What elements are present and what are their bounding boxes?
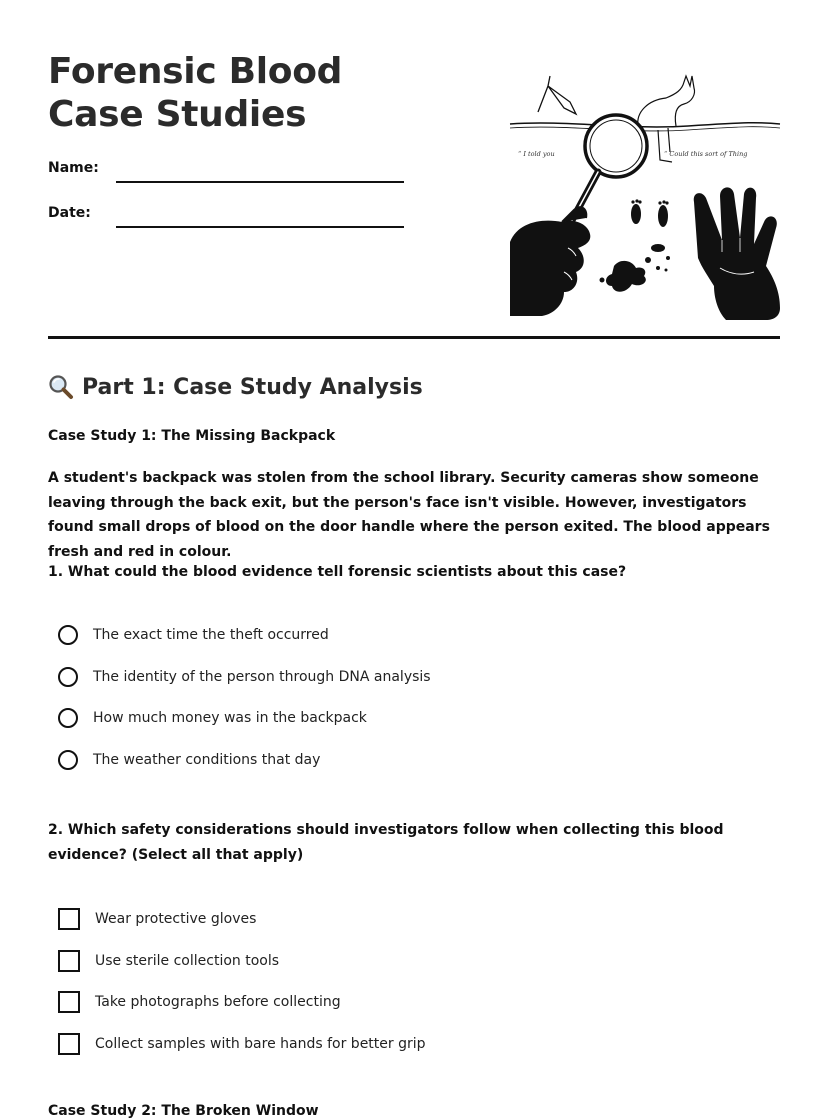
checkbox[interactable] bbox=[58, 950, 80, 972]
magnifying-glass-icon bbox=[48, 374, 74, 400]
q1-option-4[interactable] bbox=[58, 748, 320, 772]
name-field[interactable] bbox=[48, 160, 408, 184]
worksheet-title: Forensic Blood Case Studies bbox=[48, 51, 343, 135]
case1-title: Case Study 1: The Missing Backpack bbox=[48, 428, 336, 444]
handwriting-left: “ I told you bbox=[518, 150, 555, 158]
part1-heading-text: Part 1: Case Study Analysis bbox=[82, 374, 423, 400]
q2-option-4[interactable] bbox=[58, 1032, 426, 1056]
q2-option-3[interactable] bbox=[58, 990, 341, 1014]
handwriting-right: “ Could this sort of Thing bbox=[664, 150, 748, 158]
q1-option-1[interactable] bbox=[58, 623, 329, 647]
checkbox[interactable] bbox=[58, 1033, 80, 1055]
name-label: Name: bbox=[48, 160, 99, 176]
q2-option-1-label: Wear protective gloves bbox=[95, 911, 257, 927]
q2-option-2-label: Use sterile collection tools bbox=[95, 953, 280, 969]
header-divider bbox=[48, 336, 780, 339]
q2-option-1[interactable] bbox=[58, 907, 256, 931]
q1-option-2-label: The identity of the person through DNA analysis bbox=[93, 669, 431, 685]
q1-option-2[interactable] bbox=[58, 665, 431, 689]
radio-button[interactable] bbox=[58, 667, 78, 687]
question-2: 2. Which safety considerations should investigators follow when collecting this blood evidence? (Select all that apply) bbox=[48, 822, 724, 863]
radio-button[interactable] bbox=[58, 625, 78, 645]
radio-button[interactable] bbox=[58, 708, 78, 728]
date-field[interactable] bbox=[48, 205, 408, 229]
date-write-line[interactable] bbox=[116, 226, 404, 228]
part1-heading bbox=[48, 374, 423, 400]
question-1: 1. What could the blood evidence tell forensic scientists about this case? bbox=[48, 564, 627, 580]
checkbox[interactable] bbox=[58, 991, 80, 1013]
forensic-illustration bbox=[508, 72, 782, 320]
q2-option-2[interactable] bbox=[58, 949, 279, 973]
q1-option-3-label: How much money was in the backpack bbox=[93, 710, 367, 726]
checkbox[interactable] bbox=[58, 908, 80, 930]
name-write-line[interactable] bbox=[116, 181, 404, 183]
q1-option-3[interactable] bbox=[58, 706, 367, 730]
date-label: Date: bbox=[48, 205, 91, 221]
q2-option-4-label: Collect samples with bare hands for better grip bbox=[95, 1036, 426, 1052]
q2-option-3-label: Take photographs before collecting bbox=[95, 994, 341, 1010]
q1-option-1-label: The exact time the theft occurred bbox=[93, 627, 329, 643]
case2-title: Case Study 2: The Broken Window bbox=[48, 1103, 319, 1119]
q1-option-4-label: The weather conditions that day bbox=[93, 752, 321, 768]
radio-button[interactable] bbox=[58, 750, 78, 770]
case1-text: A student's backpack was stolen from the school library. Security cameras show someone leaving through the back exit, but the person's face isn't visible. However, investigators found small drops of blood on the door handle where the person exited. The blood appears fresh and red in colour. bbox=[48, 470, 770, 560]
